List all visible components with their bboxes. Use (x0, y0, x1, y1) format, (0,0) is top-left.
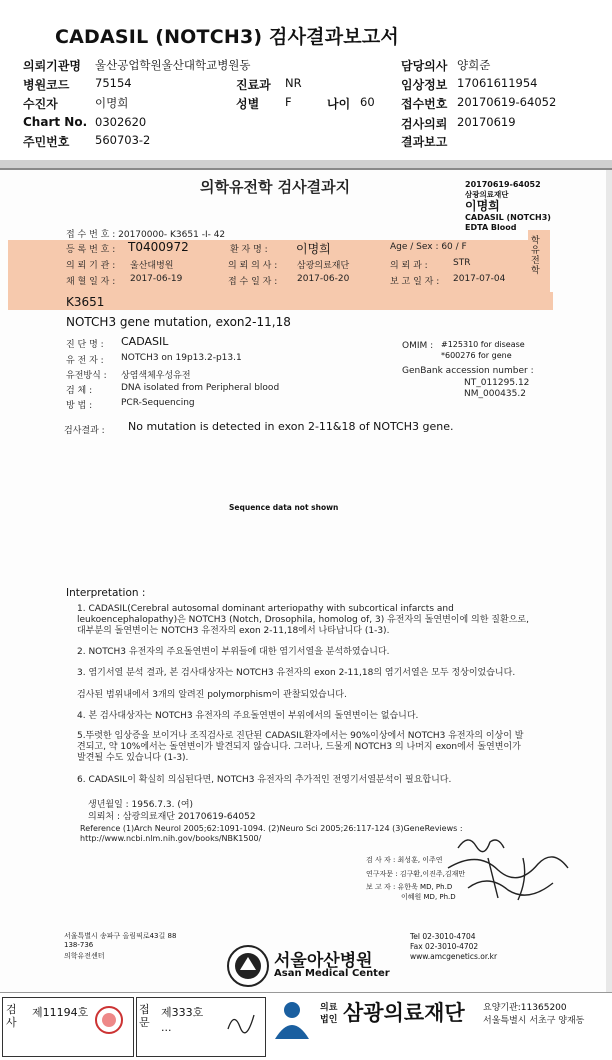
footer-strip (0, 992, 612, 1060)
signature-icon (428, 828, 578, 908)
referrer: 의뢰처 : 삼광의료재단 20170619-64052 (88, 812, 256, 822)
doctor-value: 삼광의료재단 (297, 261, 350, 271)
omim-disease: #125310 for disease (441, 340, 525, 349)
interp-item: 6. CADASIL이 확실히 의심된다면, NOTCH3 유전자의 추가적인 전영기서열분석이 필요합니다. (77, 775, 452, 785)
foundation-logo-icon (272, 999, 312, 1039)
hospital-name-en: Asan Medical Center (274, 968, 390, 979)
field-label: 병원코드 (23, 78, 70, 92)
field-value: 이명희 (95, 96, 129, 110)
cert-box-label: 접 문 (139, 1003, 150, 1029)
collection-value: 2017-06-19 (130, 274, 183, 284)
age-sex: Age / Sex : 60 / F (390, 242, 467, 252)
address: 서울특별시 송파구 올림픽로43길 88 (64, 932, 177, 940)
patient-value: 이명희 (296, 242, 331, 256)
field-label: 의뢰기관명 (23, 59, 81, 73)
signature-icon (224, 1007, 258, 1037)
field-label: 담당의사 (401, 59, 448, 73)
diag-label: 진 단 명 : (66, 340, 104, 350)
birth-date: 생년월일 : 1956.7.3. (여) (88, 800, 194, 810)
page-edge (606, 170, 612, 992)
doctor-label: 의 뢰 의 사 : (228, 261, 278, 271)
label-line: 삼광의료재단 (465, 190, 509, 199)
field-label: 수진자 (23, 97, 58, 111)
label-line: EDTA Blood (465, 223, 517, 232)
field-label: 성별 (236, 97, 260, 111)
method-label: 방 법 : (66, 401, 93, 411)
genbank-nt: NT_011295.12 (464, 378, 530, 388)
cert-box-value: 제333호 (161, 1006, 204, 1019)
interp-item: 5.뚜렷한 임상증을 보이거나 조직검사로 진단된 CADASIL환자에서는 90%이상에서 NOTCH3 유전자의 이상이 발견되고, 약 10%에서는 돌연변이가 발견되지 않습니다. 그러나, 드물게 NOTCH3 의 나머지 exon에서 돌연변이가 발견될 수도 있습니다 (1-3). (77, 731, 524, 763)
scan-title: 의학유전학 검사결과지 (200, 178, 351, 196)
cert-box-sub: ... (161, 1021, 172, 1034)
seal-icon (94, 1005, 124, 1035)
field-label: 접수번호 (401, 97, 448, 111)
signer: 검 사 자 : 최성훈, 이주연 (366, 856, 443, 864)
reg-value: T0400972 (128, 240, 189, 254)
field-label: 주민번호 (23, 135, 70, 149)
gene-value: NOTCH3 on 19p13.2-p13.1 (121, 353, 242, 363)
field-value: 양희준 (457, 58, 491, 72)
reported-value: 2017-07-04 (453, 274, 506, 284)
side-label: 학 유 전 학 (531, 236, 540, 276)
test-code: K3651 (66, 295, 105, 309)
interp-item: 4. 본 검사대상자는 NOTCH3 유전자의 주요돌연변이 부위에서의 돌연변이는 없습니다. (77, 711, 419, 721)
report-title: CADASIL (NOTCH3) 검사결과보고서 (55, 26, 399, 48)
received-value: 2017-06-20 (297, 274, 350, 284)
field-label: 진료과 (236, 78, 271, 92)
field-value: 60 (360, 95, 375, 109)
interp-item: 검사된 범위내에서 3개의 알려진 polymorphism이 관찰되었습니다. (77, 690, 347, 700)
label-line: CADASIL (NOTCH3) (465, 213, 551, 222)
org-type: 법인 (320, 1015, 338, 1025)
method-value: PCR-Sequencing (121, 398, 195, 408)
specimen-value: DNA isolated from Peripheral blood (121, 383, 280, 393)
address: 138-736 (64, 941, 94, 949)
reg-label: 등 록 번 호 : (66, 245, 116, 255)
ward-label: 의 뢰 과 : (390, 261, 428, 271)
omim-label: OMIM : (402, 341, 434, 351)
result-value: No mutation is detected in exon 2-11&18 of NOTCH3 gene. (128, 420, 454, 433)
genbank-label: GenBank accession number : (402, 366, 534, 376)
address: 의학유전센터 (64, 952, 105, 960)
header-divider (0, 160, 612, 168)
signer: 이혜원 MD, Ph.D (401, 893, 456, 901)
interp-item: 2. NOTCH3 유전자의 주요돌연변이 부위들에 대한 염기서열을 분석하였습니다. (77, 647, 390, 657)
org-info: 요양기관:11365200 (483, 1003, 567, 1013)
interp-item: 3. 염기서열 분석 결과, 본 검사대상자는 NOTCH3 유전자의 exon 2-11,18의 염기서열은 모두 정상이었습니다. (77, 668, 516, 678)
omim-gene: *600276 for gene (441, 351, 512, 360)
cert-box-label: 검 사 (6, 1003, 17, 1029)
genbank-nm: NM_000435.2 (464, 389, 526, 399)
interp-item: 1. CADASIL(Cerebral autosomal dominant arteriopathy with subcortical infarcts and leukoencephalopathy)은 NOTCH3 (Notch, Drosophila, homolog of, 3) 유전자의 돌연변이에 의한 질환으로, 대부분의 돌연변이는 NOTCH3 유전자의 exon 2-11,18에서 나타납니다 (1-3). (77, 604, 529, 636)
inst-label: 의 뢰 기 관 : (66, 261, 116, 271)
field-value: 75154 (95, 76, 132, 90)
label-name: 이명희 (465, 199, 500, 213)
field-value: 20170619-64052 (457, 95, 557, 109)
cert-box-value: 제11194호 (32, 1006, 89, 1019)
org-info: 서울특별시 서초구 양재동 (483, 1016, 585, 1026)
interpretation-title: Interpretation : (66, 587, 146, 599)
org-name: 삼광의료재단 (343, 1001, 465, 1025)
field-label: 임상정보 (401, 78, 448, 92)
field-label: 결과보고 (401, 135, 448, 149)
result-label: 검사결과 : (64, 426, 105, 436)
fax: Fax 02-3010-4702 (410, 942, 479, 951)
org-type: 의료 (320, 1003, 338, 1013)
hospital-name: 서울아산병원 (274, 951, 373, 971)
field-label: 나이 (327, 97, 351, 111)
collection-label: 채 혈 일 자 : (66, 277, 116, 287)
field-label: 검사의뢰 (401, 117, 448, 131)
asan-logo-icon (226, 944, 270, 988)
patient-label: 환 자 명 : (230, 245, 268, 255)
inherit-value: 상염색체우성유전 (121, 371, 191, 381)
field-value: NR (285, 76, 302, 90)
ward-value: STR (453, 258, 471, 268)
field-value: 울산공업학원울산대학교병원동 (95, 58, 251, 72)
field-value: 20170619 (457, 115, 516, 129)
field-value: F (285, 95, 292, 109)
sequence-note: Sequence data not shown (229, 503, 339, 512)
web: www.amcgenetics.or.kr (410, 952, 498, 961)
label-line: 20170619-64052 (465, 180, 541, 189)
receipt-number: 접 수 번 호 : 20170000- K3651 -I- 42 (66, 230, 226, 240)
field-label: Chart No. (23, 115, 88, 129)
diag-value: CADASIL (121, 335, 169, 348)
field-value: 0302620 (95, 115, 147, 129)
reported-label: 보 고 일 자 : (390, 277, 440, 287)
references: Reference (1)Arch Neurol 2005;62:1091-1094. (2)Neuro Sci 2005;26:117-124 (3)GeneReviews : http://www.ncbi.nlm.nih.gov/books/NBK1500/ (80, 824, 463, 843)
specimen-label-text: 검 체 : (66, 386, 93, 396)
received-label: 접 수 일 자 : (228, 277, 278, 287)
inherit-label: 유전방식 : (66, 371, 107, 381)
signer: 연구자문 : 김구환,이진주,김재만 (366, 870, 466, 878)
tel: Tel 02-3010-4704 (410, 932, 476, 941)
gene-label: 유 전 자 : (66, 356, 104, 366)
field-value: 560703-2 (95, 133, 151, 147)
field-value: 17061611954 (457, 76, 538, 90)
signer: 보 고 자 : 유한욱 MD, Ph.D (366, 883, 453, 891)
test-name: NOTCH3 gene mutation, exon2-11,18 (66, 315, 291, 329)
inst-value: 울산대병원 (130, 261, 174, 271)
